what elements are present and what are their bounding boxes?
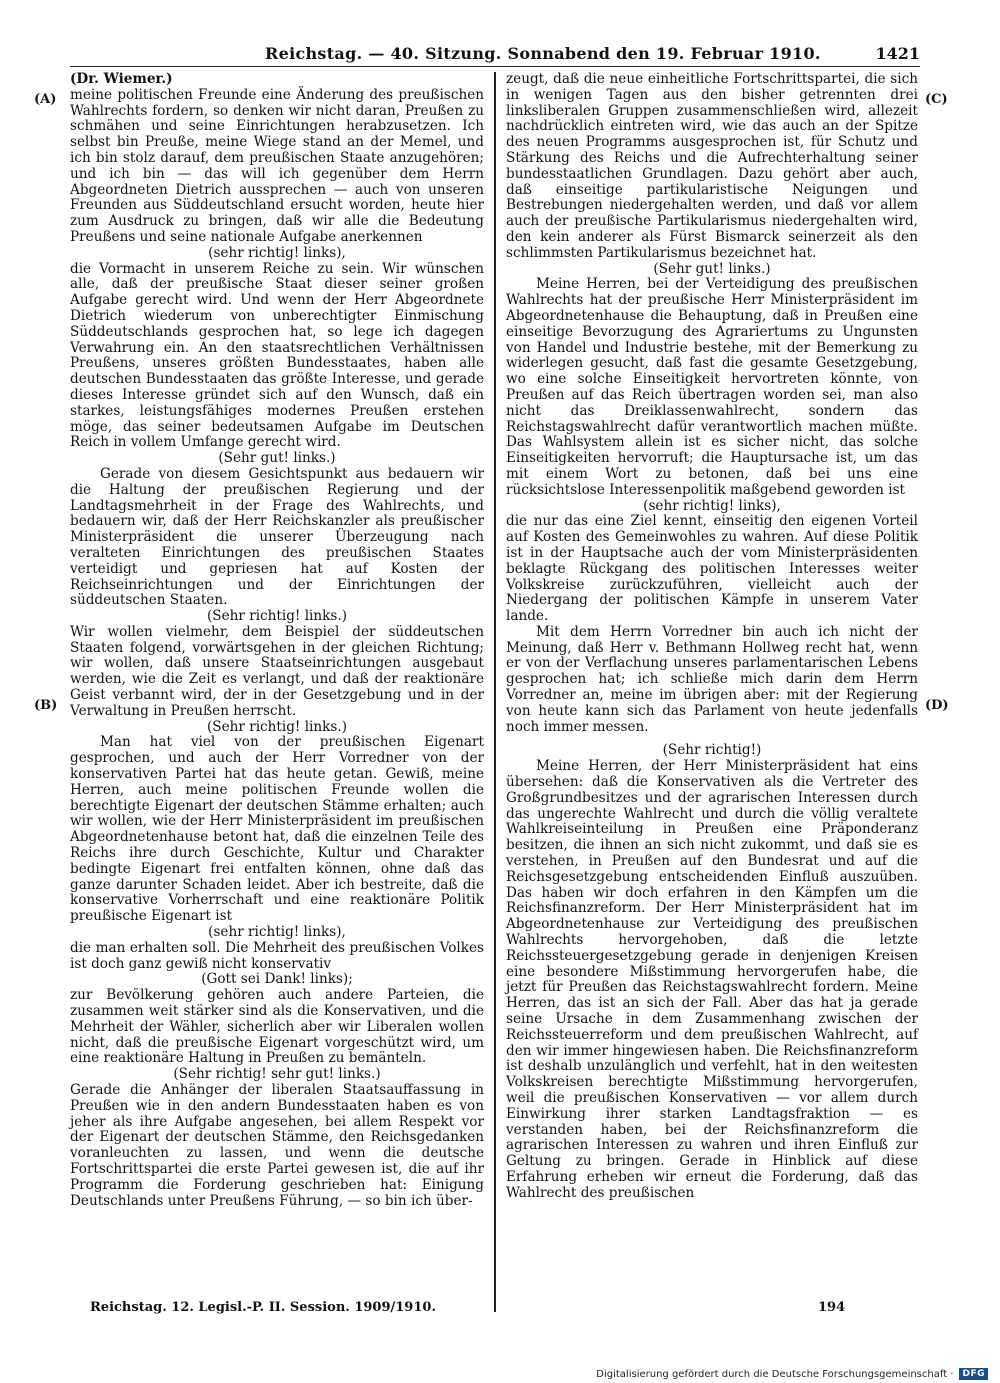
interjection: (sehr richtig! links), [208,924,346,941]
paragraph: die Vormacht in unserem Reiche zu sein. Wir wünschen alle, daß der preußische Staat dieser seiner großen Aufgabe gerecht wird. Und wenn der Herr Abgeordnete Dietrich wiederum von unberechtigter Einmischung Süddeutschlands gesprochen hat, so lege ich dagegen Verwahrung ein. An den staatsrechtlichen Verhältnissen Preußens, unseres größten Bundesstaates, haben alle deutschen Bundesstaaten das größte Interesse, und gerade dieses Interesse gründet sich auf den Wunsch, daß ein starkes, leistungsfähiges modernes Preußen erstehen möge, das seiner bedeutsamen Aufgabe im Deutschen Reich in vollem Umfange gerecht wird. [70,260,484,451]
paragraph: Meine Herren, der Herr Ministerpräsident hat eins übersehen: daß die Konservativen als die Vertreter des Großgrundbesitzes und der agrarischen Interessen durch das ungerechte Wahlrecht und durch die völlig veraltete Wahlkreiseinteilung in Preußen eine Präponderanz besitzen, die ihnen an sich nicht zukommt, und daß sie es verstehen, in Preußen auf den Bundesrat und auf die Reichsgesetzgebung entscheidenden Einfluß auszuüben. Das haben wir doch erfahren in den Kämpfen um die Reichsfinanzreform. Der Herr Ministerpräsident hat im Abgeordnetenhause zur Verteidigung des preußischen Wahlrechts hervorgehoben, daß die letzte Reichssteuergesetzgebung gerade in denjenigen Kreisen eine besondere Mißstimmung hervorgerufen habe, die jetzt für Preußen das Reichstagswahlrecht fordern. Meine Herren, das ist an sich der Fall. Aber das hat ja gerade seine Ursache in dem Zusammenhang zwischen der Reichssteuerreform und dem preußischen Wahlrecht, auf den wir immer hingewiesen haben. Die Reichsfinanzreform ist deshalb unzulänglich und verfehlt, hat in den weitesten Volkskreisen berechtigte Mißstimmung hervorgerufen, weil die preußischen Konservativen — vor allem durch Einwirkung ihrer starken Landtagsfraktion — es verstanden haben, bei der Reichsfinanzreform die agrarischen Interessen zu wahren und ihren Einfluß zur Geltung zu bringen. Gerade in Hinblick auf diese Erfahrung erheben wir erneut die Forderung, daß das Wahlrecht des preußischen [506,758,918,1201]
page-header [80,44,920,68]
interjection: (Sehr gut! links.) [653,260,771,277]
paragraph: die man erhalten soll. Die Mehrheit des preußischen Volkes ist doch ganz gewiß nicht konservativ [70,939,484,972]
interjection: (sehr richtig! links), [643,497,781,514]
interjection: (sehr richtig! links), [208,244,346,261]
margin-marker-c: (C) [925,92,948,107]
interjection: (Sehr richtig! links.) [206,608,348,625]
paragraph: Wir wollen vielmehr, dem Beispiel der süddeutschen Staaten folgend, vorwärtsgehen in der gleichen Richtung; wir wollen, daß unsere Staatseinrichtungen ausgebaut werden, wie die Zeit es verlangt, und daß der reaktionäre Geist verbannt wird, der in der Gesetzgebung und in der Verwaltung in Preußen herrscht. [70,623,484,719]
margin-marker-b: (B) [34,698,58,713]
interjection: (Sehr richtig! links.) [206,718,348,735]
paragraph: meine politischen Freunde eine Änderung des preußischen Wahlrechts fordern, so denken wir nicht daran, Preußen zu schmähen und seine Einrichtungen herabzusetzen. Ich selbst bin Preuße, meine Wiege stand an der Memel, und ich bin stolz darauf, dem preußischen Staate anzugehören; und ich bin — das will ich gegenüber dem Herrn Abgeordneten Dietrich aussprechen — auch von unseren Freunden aus Süddeutschland ersucht worden, heute hier zum Ausdruck zu bringen, daß wir alle die Bedeutung Preußens und seine nationale Aufgabe anerkennen [70,86,484,245]
header-rule [70,66,920,67]
left-column [70,72,484,1209]
page-number: 1421 [875,44,920,63]
paragraph: zeugt, daß die neue einheitliche Fortschrittspartei, die sich in wenigen Tagen aus den bisher getrennten drei linksliberalen Gruppen zusammenschließen wird, allezeit nachdrücklich eintreten wird, wie das auch an der Spitze des neuen Programms ausgesprochen ist, für Schutz und Stärkung des Reichs und die Aufrechterhaltung seiner bundesstaatlichen Grundlagen. Dazu gehört aber auch, daß einseitige partikularistische Neigungen und Bestrebungen niedergehalten werden, und daß vor allem auch der preußische Partikularismus niedergehalten wird, den kein anderer als Fürst Bismarck seinerzeit als den schlimmsten Partikularismus bezeichnet hat. [506,71,918,261]
paragraph: Gerade von diesem Gesichtspunkt aus bedauern wir die Haltung der preußischen Regierung und der Landtagsmehrheit in der Frage des Wahlrechts, und bedauern wir, daß der Herr Reichskanzler als preußischer Ministerpräsident die unserer Überzeugung nach veralteten Einrichtungen des preußischen Staates verteidigt und gepriesen hat auf Kosten der Reichseinrichtungen und der Einrichtungen der süddeutschen Staaten. [70,465,484,609]
footer-session-info: Reichstag. 12. Legisl.-P. II. Session. 1909/1910. [90,1300,436,1315]
paragraph: zur Bevölkerung gehören auch andere Parteien, die zusammen weit stärker sind als die Konservativen, und die Mehrheit der Wähler, sicherlich aber wir Liberalen wollen nicht, daß die preußische Eigenart vorgeschützt wird, um eine reaktionäre Haltung in Preußen zu bemänteln. [70,987,484,1067]
interjection: (Sehr richtig!) [662,742,762,759]
footer-sheet-number: 194 [818,1300,846,1315]
paragraph: Man hat viel von der preußischen Eigenart gesprochen, und auch der Herr Vorredner von der konservativen Partei hat das heute getan. Gewiß, meine Herren, auch meine politischen Freunde wollen die berechtigte Eigenart der deutschen Stämme erhalten; auch wir wollen, wie der Herr Ministerpräsident im preußischen Abgeordnetenhause betont hat, daß die einzelnen Teile des Reichs ihre durch Geschichte, Kultur und Charakter bedingte Eigenart frei entfalten können, ohne daß das ganze darunter Schaden leidet. Aber ich bestreite, daß die konservative Vorherrschaft und eine reaktionäre Politik preußische Eigenart ist [70,734,484,925]
digitization-credit [596,1367,988,1381]
interjection: (Sehr gut! links.) [218,450,336,467]
interjection: (Sehr richtig! sehr gut! links.) [173,1066,381,1083]
margin-marker-d: (D) [925,698,949,713]
paragraph: Gerade die Anhänger der liberalen Staatsauffassung in Preußen wie in den andern Bundesstaaten haben es von jeher als ihre Aufgabe angesehen, bei allem Respekt vor der Eigenart der deutschen Stämme, den Reichsgedanken voranleuchten zu lassen, und wenn die deutsche Fortschrittspartei die erste Partei gewesen ist, die auf ihr Programm die Forderung geschrieben hat: Einigung Deutschlands unter Preußens Führung, — so bin ich über- [70,1082,484,1209]
column-divider [494,72,496,1312]
margin-marker-a: (A) [34,92,57,107]
paragraph: Meine Herren, bei der Verteidigung des preußischen Wahlrechts hat der preußische Herr Ministerpräsident im Abgeordnetenhause die Behauptung, daß in Preußen eine einseitige Bevorzugung des Agrariertums zu Ungunsten von Handel und Industrie bestehe, mit der Bemerkung zu widerlegen gesucht, daß fast die gesamte Gesetzgebung, wo eine solche Einseitigkeit hervortreten könnte, von Preußen auf das Reich übertragen worden sei, man also nicht das Dreiklassenwahlrecht, sondern das Reichstagswahlrecht dafür verantwortlich machen müßte. Das Wahlsystem allein ist es sicher nicht, das solche Einseitigkeiten hervorruft; die Hauptursache ist, um das mit einem Wort zu betonen, daß bei uns eine rücksichtslose Interessenpolitik maßgebend geworden ist [506,276,918,498]
dfg-logo: DFG [959,1368,988,1380]
paragraph: die nur das eine Ziel kennt, einseitig den eigenen Vorteil auf Kosten des Gemeinwohles zu wahren. Auf diese Politik ist in der Hauptsache auch der vom Ministerpräsidenten beklagte Rückgang des politischen Interesses weiter Volkskreise zurückzuführen, vielleicht auch der Niedergang der politischen Kämpfe in unserem Vater lande. [506,513,918,625]
speaker-name: (Dr. Wiemer.) [70,71,173,87]
paragraph: Mit dem Herrn Vorredner bin auch ich nicht der Meinung, daß Herr v. Bethmann Hollweg recht hat, wenn er von der Verflachung unseres parlamentarischen Lebens gesprochen hat; ich schließe mich darin dem Herrn Vorredner an, meine im übrigen aber: mit der Regierung von heute kann sich das Parlament von heute jedenfalls noch immer messen. [506,623,918,735]
credit-text: Digitalisierung gefördert durch die Deutsche Forschungsgemeinschaft · [596,1368,954,1380]
header-title: Reichstag. — 40. Sitzung. Sonnabend den 19. Februar 1910. [265,44,821,63]
right-column [506,72,918,1202]
interjection: (Gott sei Dank! links); [201,971,353,988]
